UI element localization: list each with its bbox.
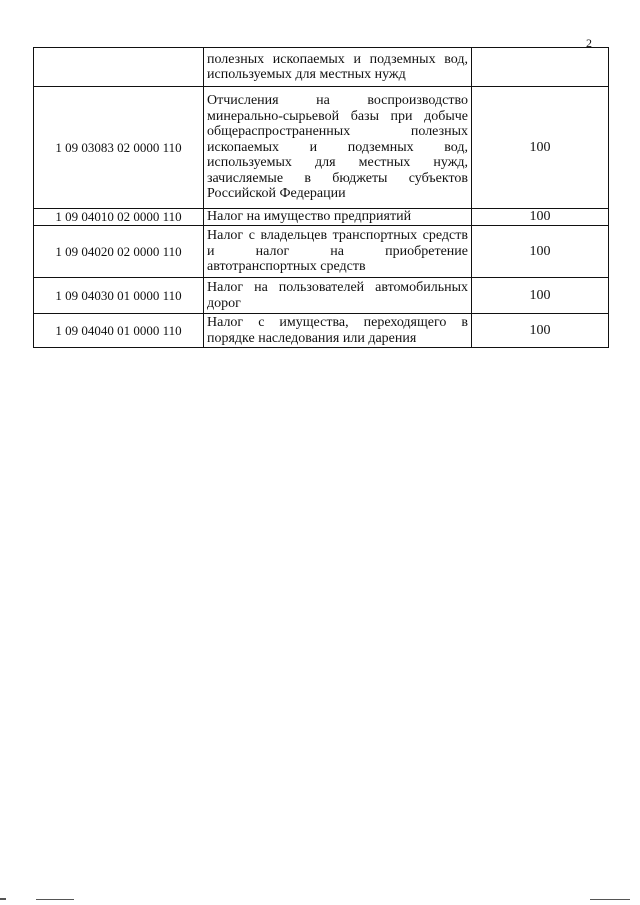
percent-cell: 100 <box>472 314 609 348</box>
name-cell: Налог с имущества, переходящего в порядке наследования или дарения <box>204 314 472 348</box>
scan-artifact <box>590 899 630 900</box>
table-row <box>34 278 609 314</box>
scan-artifact <box>0 898 6 900</box>
percent-cell: 100 <box>472 209 609 226</box>
table-row <box>34 314 609 348</box>
percent-cell <box>472 48 609 87</box>
percent-cell: 100 <box>472 278 609 314</box>
name-cell: Налог на имущество предприятий <box>204 209 472 226</box>
page-number: 2 <box>586 36 592 50</box>
percent-cell: 100 <box>472 226 609 278</box>
table-row <box>34 226 609 278</box>
code-cell: 1 09 04010 02 0000 110 <box>34 209 204 226</box>
name-cell: Налог на пользователей автомобильных дорог <box>204 278 472 314</box>
code-cell: 1 09 04040 01 0000 110 <box>34 314 204 348</box>
table-row <box>34 87 609 209</box>
name-cell: полезных ископаемых и подземных вод, используемых для местных нужд <box>204 48 472 87</box>
code-cell: 1 09 03083 02 0000 110 <box>34 87 204 209</box>
percent-cell: 100 <box>472 87 609 209</box>
revenue-codes-table <box>33 47 609 348</box>
table-row <box>34 48 609 87</box>
name-cell: Налог с владельцев транспортных средств и налог на приобретение автотранспортных средств <box>204 226 472 278</box>
code-cell <box>34 48 204 87</box>
code-cell: 1 09 04020 02 0000 110 <box>34 226 204 278</box>
name-cell: Отчисления на воспроизводство минерально-сырьевой базы при добыче общераспространенных полезных ископаемых и подземных вод, используемых для местных нужд, зачисляемые в бюджеты субъектов Российской Федерации <box>204 87 472 209</box>
table-row <box>34 209 609 226</box>
code-cell: 1 09 04030 01 0000 110 <box>34 278 204 314</box>
scan-artifact <box>36 899 74 900</box>
